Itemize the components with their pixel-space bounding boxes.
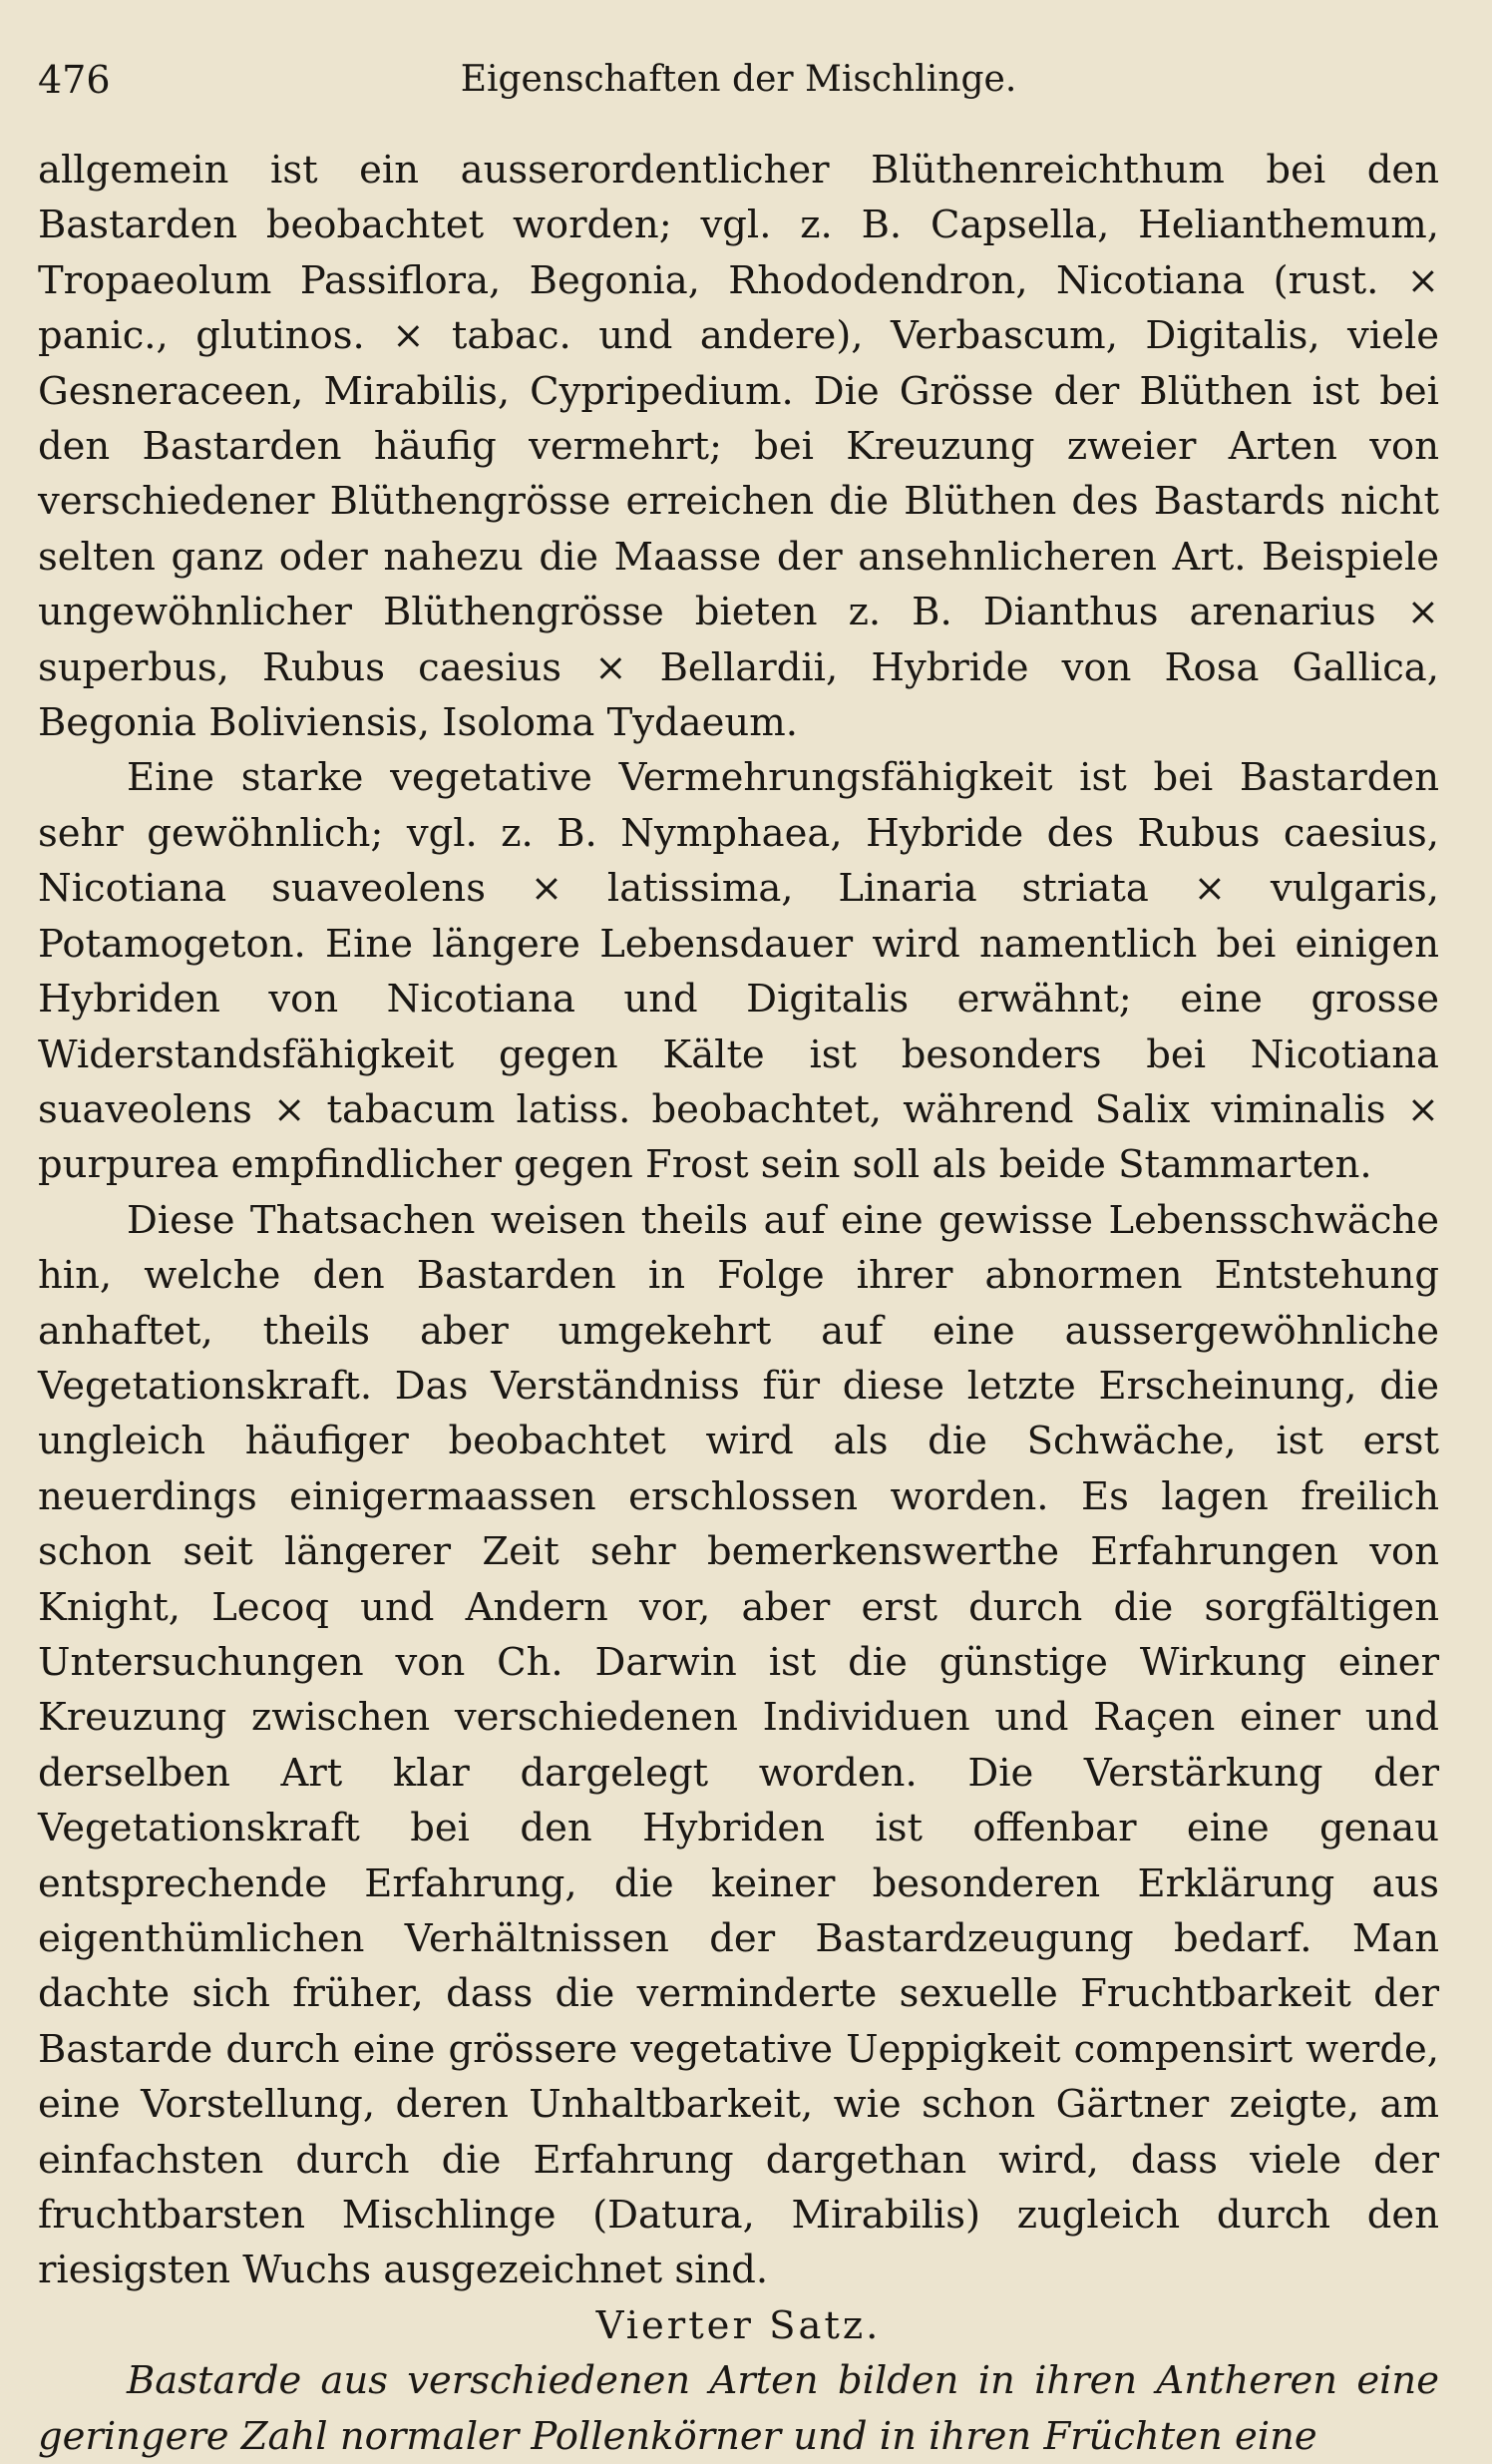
section-heading: Vierter Satz. xyxy=(595,2302,882,2348)
paragraph-vegetative-propagation: Eine starke vegetative Vermehrungsfähigkeit ist bei Bastarden sehr gewöhnlich; vgl. z. B. Nymphaea, Hybride des Rubus caesius, Nicotiana suaveolens × latissima, Linaria striata × vulgaris, Potamogeton. Eine längere Lebensdauer wird namentlich bei einigen Hybriden von Nicotiana und Digitalis erwähnt; eine grosse Widerstandsfähigkeit gegen Kälte ist besonders bei Nicotiana suaveolens × tabacum latiss. beobachtet, während Salix viminalis × purpurea empfindlicher gegen Frost sein soll als beide Stammarten. xyxy=(38,755,1439,1188)
paragraph-flower-abundance: allgemein ist ein ausserordentlicher Blüthenreichthum bei den Bastarden beobachtet worden; vgl. z. B. Capsella, Helianthemum, Tropaeolum Passiflora, Begonia, Rhododendron, Nicotiana (rust. × panic., glutinos. × tabac. und andere), Verbascum, Digitalis, viele Gesneraceen, Mirabilis, Cypripedium. Die Grösse der Blüthen ist bei den Bastarden häufig vermehrt; bei Kreuzung zweier Arten von verschiedener Blüthengrösse erreichen die Blüthen des Bastards nicht selten ganz oder nahezu die Maasse der ansehnlicheren Art. Beispiele ungewöhnlicher Blüthengrösse bieten z. B. Dianthus arenarius × superbus, Rubus caesius × Bellardii, Hybride von Rosa Gallica, Begonia Boliviensis, Isoloma Tydaeum. xyxy=(38,148,1439,746)
paragraph-vegetative-vigour: Diese Thatsachen weisen theils auf eine gewisse Lebensschwäche hin, welche den Bastarden in Folge ihrer abnormen Entstehung anhaftet, theils aber umgekehrt auf eine aussergewöhnliche Vegetationskraft. Das Verständniss für diese letzte Erscheinung, die ungleich häufiger beobachtet wird als die Schwäche, ist erst neuerdings einigermaassen erschlossen worden. Es lagen freilich schon seit längerer Zeit sehr bemerkenswerthe Erfahrungen von Knight, Lecoq und Andern vor, aber erst durch die sorgfältigen Untersuchungen von Ch. Darwin ist die günstige Wirkung einer Kreuzung zwischen verschiedenen Individuen und Raçen einer und derselben Art klar dargelegt worden. Die Verstärkung der Vegetationskraft bei den Hybriden ist offenbar eine genau entsprechende Erfahrung, die keiner besonderen Erklärung aus eigenthümlichen Verhältnissen der Bastardzeugung bedarf. Man dachte sich früher, dass die verminderte sexuelle Fruchtbarkeit der Bastarde durch eine grössere vegetative Ueppigkeit compensirt werde, eine Vorstellung, deren Unhaltbarkeit, wie schon Gärtner zeigte, am einfachsten durch die Erfahrung dargethan wird, dass viele der fruchtbarsten Mischlinge (Datura, Mirabilis) zugleich durch den riesigsten Wuchs ausgezeichnet sind. xyxy=(38,1197,1439,2293)
running-head: Eigenschaften der Mischlinge. xyxy=(460,59,1017,100)
page-number: 476 xyxy=(38,58,111,102)
page-header xyxy=(38,55,1439,105)
book-page xyxy=(38,0,1439,2459)
page-body xyxy=(38,143,1439,2464)
thesis-statement: Bastarde aus verschiedenen Arten bilden in ihren Antheren eine geringere Zahl normaler Pollenkörner und in ihren Früchten eine xyxy=(38,2358,1439,2459)
